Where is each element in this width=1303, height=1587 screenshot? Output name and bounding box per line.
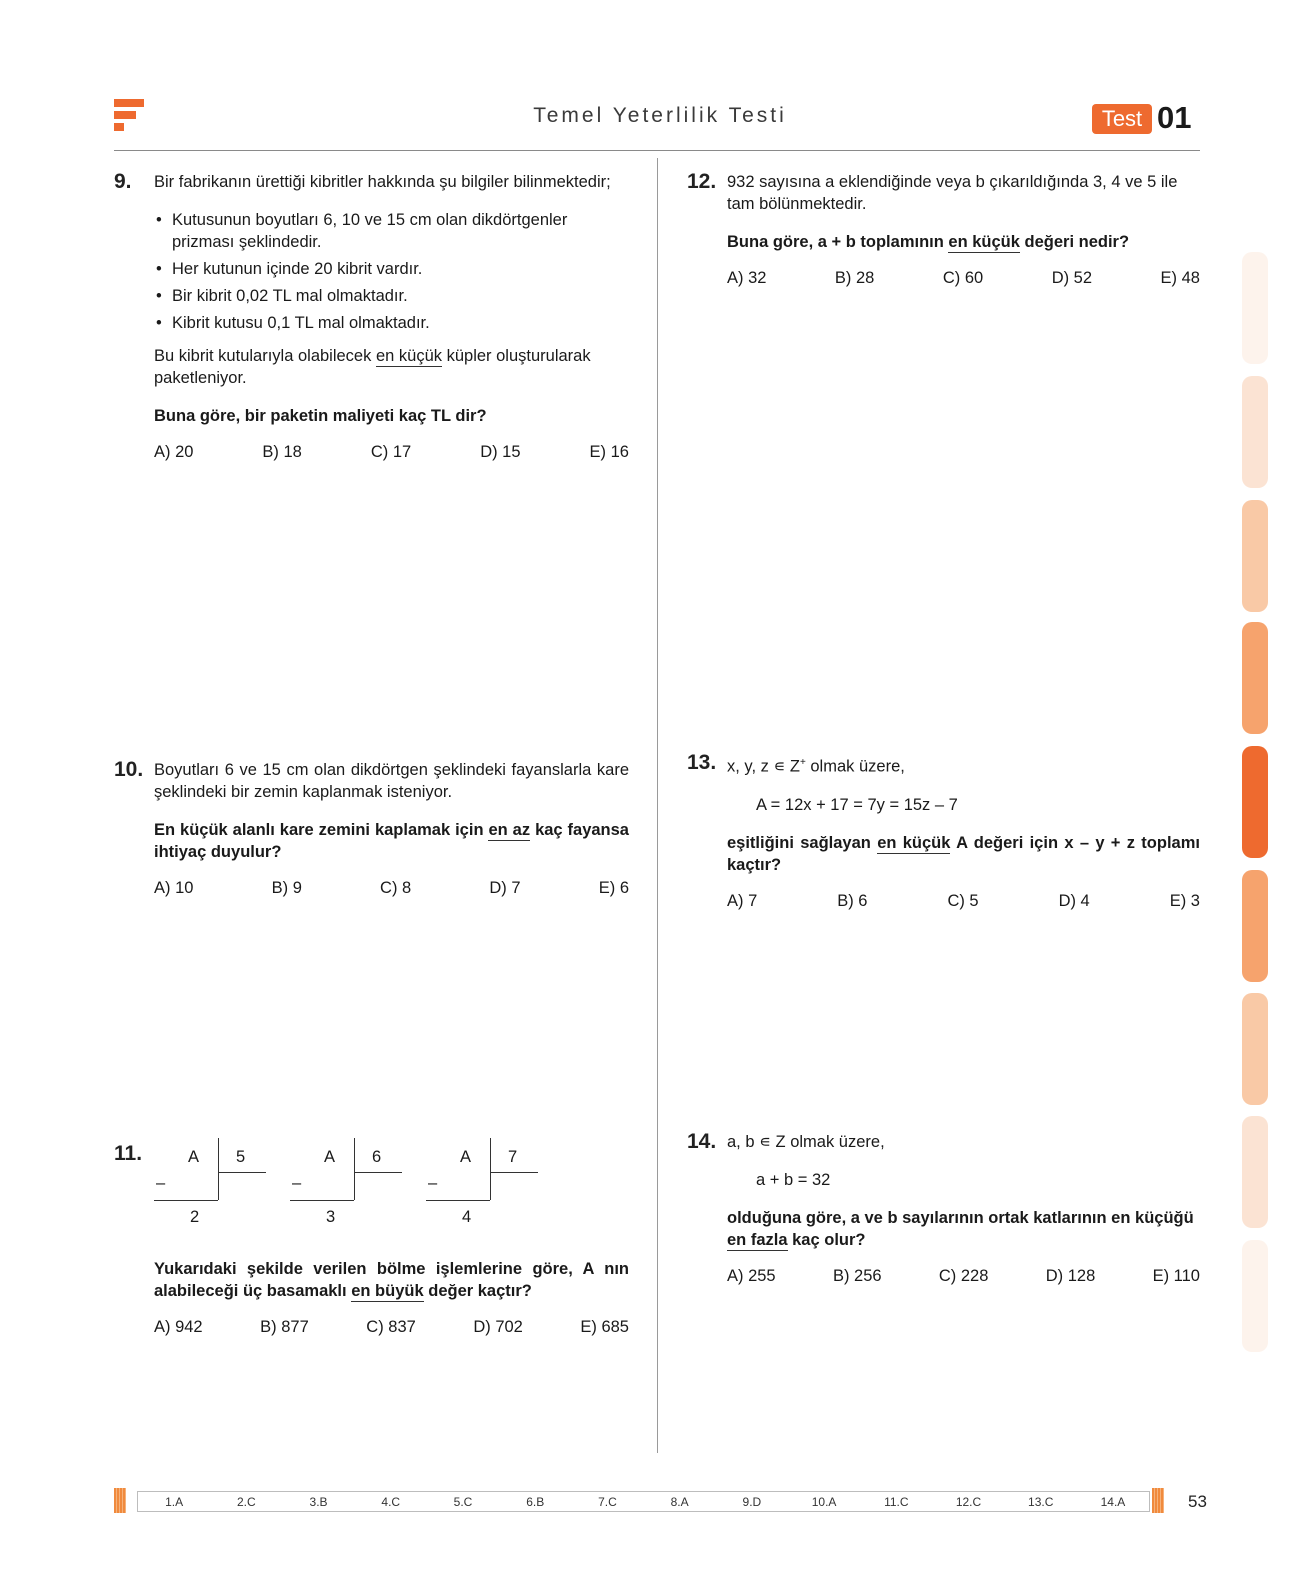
subtraction-line <box>426 1200 490 1201</box>
text-span: değeri nedir? <box>1024 233 1130 251</box>
choice-d[interactable]: D) 4 <box>1058 891 1090 910</box>
side-tab <box>1242 500 1268 612</box>
bullet-list <box>154 209 629 334</box>
dividend: A <box>460 1148 472 1166</box>
text-span: kaç fayansa ihtiyaç duyulur? <box>154 821 629 861</box>
division-bar <box>490 1138 491 1200</box>
answer-key-item: 6.B <box>526 1494 545 1509</box>
answer-choices <box>154 1318 629 1337</box>
question-number: 10. <box>114 758 144 781</box>
question-intro: 932 sayısına a eklendiğinde veya b çıkarıldığında 3, 4 ve 5 ile tam bölünmektedir. <box>727 173 1178 213</box>
underlined-text: en az <box>488 821 531 839</box>
answer-key-item: 7.C <box>598 1494 617 1509</box>
text-span: olmak üzere, <box>805 757 905 776</box>
underlined-text: en fazla <box>727 1231 788 1249</box>
remainder: 3 <box>326 1208 336 1226</box>
question-stem <box>727 832 1200 876</box>
choice-b[interactable]: B) 256 <box>832 1267 882 1285</box>
question-intro <box>727 752 1200 778</box>
choice-b[interactable]: B) 28 <box>834 269 875 287</box>
choice-b[interactable]: B) 9 <box>271 879 302 897</box>
answer-key-item: 9.D <box>742 1494 762 1509</box>
answer-key-item: 14.A <box>1100 1494 1126 1509</box>
side-tab <box>1242 1116 1268 1228</box>
question-number: 9. <box>114 170 132 193</box>
choice-c[interactable]: C) 60 <box>942 269 984 287</box>
choice-c[interactable]: C) 8 <box>380 879 412 897</box>
choice-c[interactable]: C) 837 <box>366 1318 416 1336</box>
text-span: küpler oluşturularak paketleniyor. <box>154 347 591 387</box>
question-11 <box>154 1258 629 1337</box>
remainder: 4 <box>462 1208 472 1226</box>
side-tab <box>1242 622 1268 734</box>
text-span: A değeri için x – y + z toplamı kaçtır? <box>727 833 1200 874</box>
division-bar <box>218 1138 219 1200</box>
answer-key-item: 2.C <box>236 1494 256 1509</box>
choice-e[interactable]: E) 6 <box>598 879 629 897</box>
choice-d[interactable]: D) 128 <box>1045 1267 1096 1285</box>
remainder: 2 <box>190 1208 200 1226</box>
text-span: değer kaçtır? <box>428 1282 532 1300</box>
choice-a[interactable]: A) 942 <box>154 1318 203 1336</box>
underlined-text: en küçük <box>948 233 1020 251</box>
choice-a[interactable]: A) 7 <box>727 891 758 910</box>
bullet-item: • Bir kibrit 0,02 TL mal olmaktadır. <box>154 285 629 307</box>
question-stem <box>727 1207 1200 1251</box>
division-bar <box>354 1138 355 1200</box>
text-span: eşitliğini sağlayan <box>727 833 871 852</box>
choice-d[interactable]: D) 15 <box>480 443 521 461</box>
text-span: Yukarıdaki şekilde verilen bölme işlemlerine göre, A nın alabileceği üç basamaklı <box>154 1260 629 1300</box>
subtraction-line <box>154 1200 218 1201</box>
test-badge: Test <box>1092 104 1152 134</box>
division-figure <box>290 1138 410 1228</box>
question-intro: a, b ∊ Z olmak üzere, <box>727 1133 885 1151</box>
divisor: 6 <box>372 1148 382 1166</box>
side-tab <box>1242 993 1268 1105</box>
choice-d[interactable]: D) 702 <box>473 1318 523 1336</box>
underlined-text: en küçük <box>375 347 442 365</box>
choice-a[interactable]: A) 20 <box>154 443 194 461</box>
text-span: Bu kibrit kutularıyla olabilecek <box>154 347 372 365</box>
choice-e[interactable]: E) 16 <box>589 443 629 461</box>
question-stem: Buna göre, bir paketin maliyeti kaç TL dir? <box>154 407 487 425</box>
side-tab <box>1242 376 1268 488</box>
answer-key-item: 5.C <box>453 1494 473 1509</box>
answer-choices <box>727 1267 1200 1286</box>
minus-sign: – <box>156 1174 166 1192</box>
choice-a[interactable]: A) 32 <box>727 269 767 287</box>
answer-key-item: 1.A <box>165 1494 184 1509</box>
column-divider <box>657 158 658 1453</box>
side-tab <box>1242 870 1268 982</box>
equation: A = 12x + 17 = 7y = 15z – 7 <box>756 795 958 814</box>
publisher-logo <box>114 99 144 139</box>
text-span: Buna göre, a + b toplamının <box>727 233 944 251</box>
division-bar <box>218 1172 266 1173</box>
question-14 <box>727 1131 1200 1286</box>
underlined-text: en küçük <box>877 833 951 852</box>
dividend: A <box>324 1148 336 1166</box>
divisor: 5 <box>236 1148 246 1166</box>
answer-key-strip <box>137 1491 1150 1512</box>
question-10 <box>154 759 629 898</box>
division-bar <box>490 1172 538 1173</box>
minus-sign: – <box>292 1174 302 1192</box>
question-paragraph <box>154 345 629 389</box>
answer-key-item: 3.B <box>309 1494 328 1509</box>
question-intro: Bir fabrikanın ürettiği kibritler hakkında şu bilgiler bilinmektedir; <box>154 173 611 191</box>
page-number: 53 <box>1188 1492 1207 1511</box>
question-intro: Boyutları 6 ve 15 cm olan dikdörtgen şeklindeki fayanslarla kare şeklindeki bir zemin kaplanmak isteniyor. <box>154 761 629 801</box>
question-stem <box>727 231 1200 253</box>
answer-key-item: 13.C <box>1028 1494 1054 1509</box>
underlined-text: en büyük <box>351 1282 424 1300</box>
side-tab <box>1242 1240 1268 1352</box>
answer-key-item: 10.A <box>811 1494 837 1509</box>
choice-b[interactable]: B) 877 <box>260 1318 309 1336</box>
answer-key-item: 12.C <box>955 1494 982 1509</box>
division-bar <box>354 1172 402 1173</box>
bullet-item: • Her kutunun içinde 20 kibrit vardır. <box>154 258 629 280</box>
side-tab <box>1242 252 1268 364</box>
choice-e[interactable]: E) 685 <box>580 1318 629 1336</box>
choice-a[interactable]: A) 255 <box>727 1267 776 1285</box>
choice-a[interactable]: A) 10 <box>154 879 194 897</box>
question-13 <box>727 752 1200 911</box>
division-figure <box>154 1138 274 1228</box>
answer-key-item: 11.C <box>884 1494 909 1509</box>
choice-b[interactable]: B) 6 <box>837 891 868 910</box>
question-stem <box>154 1258 629 1302</box>
text-span: olduğuna göre, a ve b sayılarının ortak katlarının en küçüğü <box>727 1209 1194 1227</box>
question-number: 12. <box>687 170 717 193</box>
answer-key-item: 4.C <box>381 1494 401 1509</box>
answer-key-item: 8.A <box>670 1494 689 1509</box>
choice-c[interactable]: C) 17 <box>370 443 412 461</box>
bullet-item: • Kibrit kutusu 0,1 TL mal olmaktadır. <box>154 312 629 334</box>
divisor: 7 <box>508 1148 518 1166</box>
dividend: A <box>188 1148 200 1166</box>
text-span: kaç olur? <box>792 1231 866 1249</box>
minus-sign: – <box>428 1174 438 1192</box>
bullet-item: • Kutusunun boyutları 6, 10 ve 15 cm olan dikdörtgenler prizması şeklindedir. <box>154 209 629 253</box>
strip-cap-left <box>114 1488 126 1513</box>
question-stem <box>154 819 629 863</box>
question-12 <box>727 171 1200 288</box>
question-number: 14. <box>687 1130 717 1153</box>
equation: a + b = 32 <box>756 1171 831 1189</box>
choice-d[interactable]: D) 52 <box>1051 269 1093 287</box>
choice-e[interactable]: E) 48 <box>1160 269 1200 287</box>
header-title: Temel Yeterlilik Testi <box>533 104 787 127</box>
superscript: + <box>799 757 806 768</box>
subtraction-line <box>290 1200 354 1201</box>
choice-c[interactable]: C) 5 <box>947 891 979 910</box>
text-span: x, y, z ∊ Z <box>727 757 800 776</box>
division-figure <box>426 1138 546 1228</box>
text-span: En küçük alanlı kare zemini kaplamak için <box>154 821 484 839</box>
choice-e[interactable]: E) 3 <box>1169 891 1200 910</box>
strip-cap-right <box>1152 1488 1164 1513</box>
question-number: 13. <box>687 751 717 774</box>
choice-d[interactable]: D) 7 <box>489 879 521 897</box>
question-number: 11. <box>114 1142 143 1165</box>
choice-c[interactable]: C) 228 <box>938 1267 989 1285</box>
answer-choices <box>727 892 1200 911</box>
choice-e[interactable]: E) 110 <box>1152 1267 1200 1285</box>
choice-b[interactable]: B) 18 <box>262 443 302 461</box>
answer-choices <box>727 269 1200 288</box>
side-tab <box>1242 746 1268 858</box>
test-number: 01 <box>1157 100 1192 135</box>
answer-choices <box>154 879 629 898</box>
header-divider <box>114 150 1200 151</box>
question-9 <box>154 171 629 462</box>
answer-choices <box>154 443 629 462</box>
